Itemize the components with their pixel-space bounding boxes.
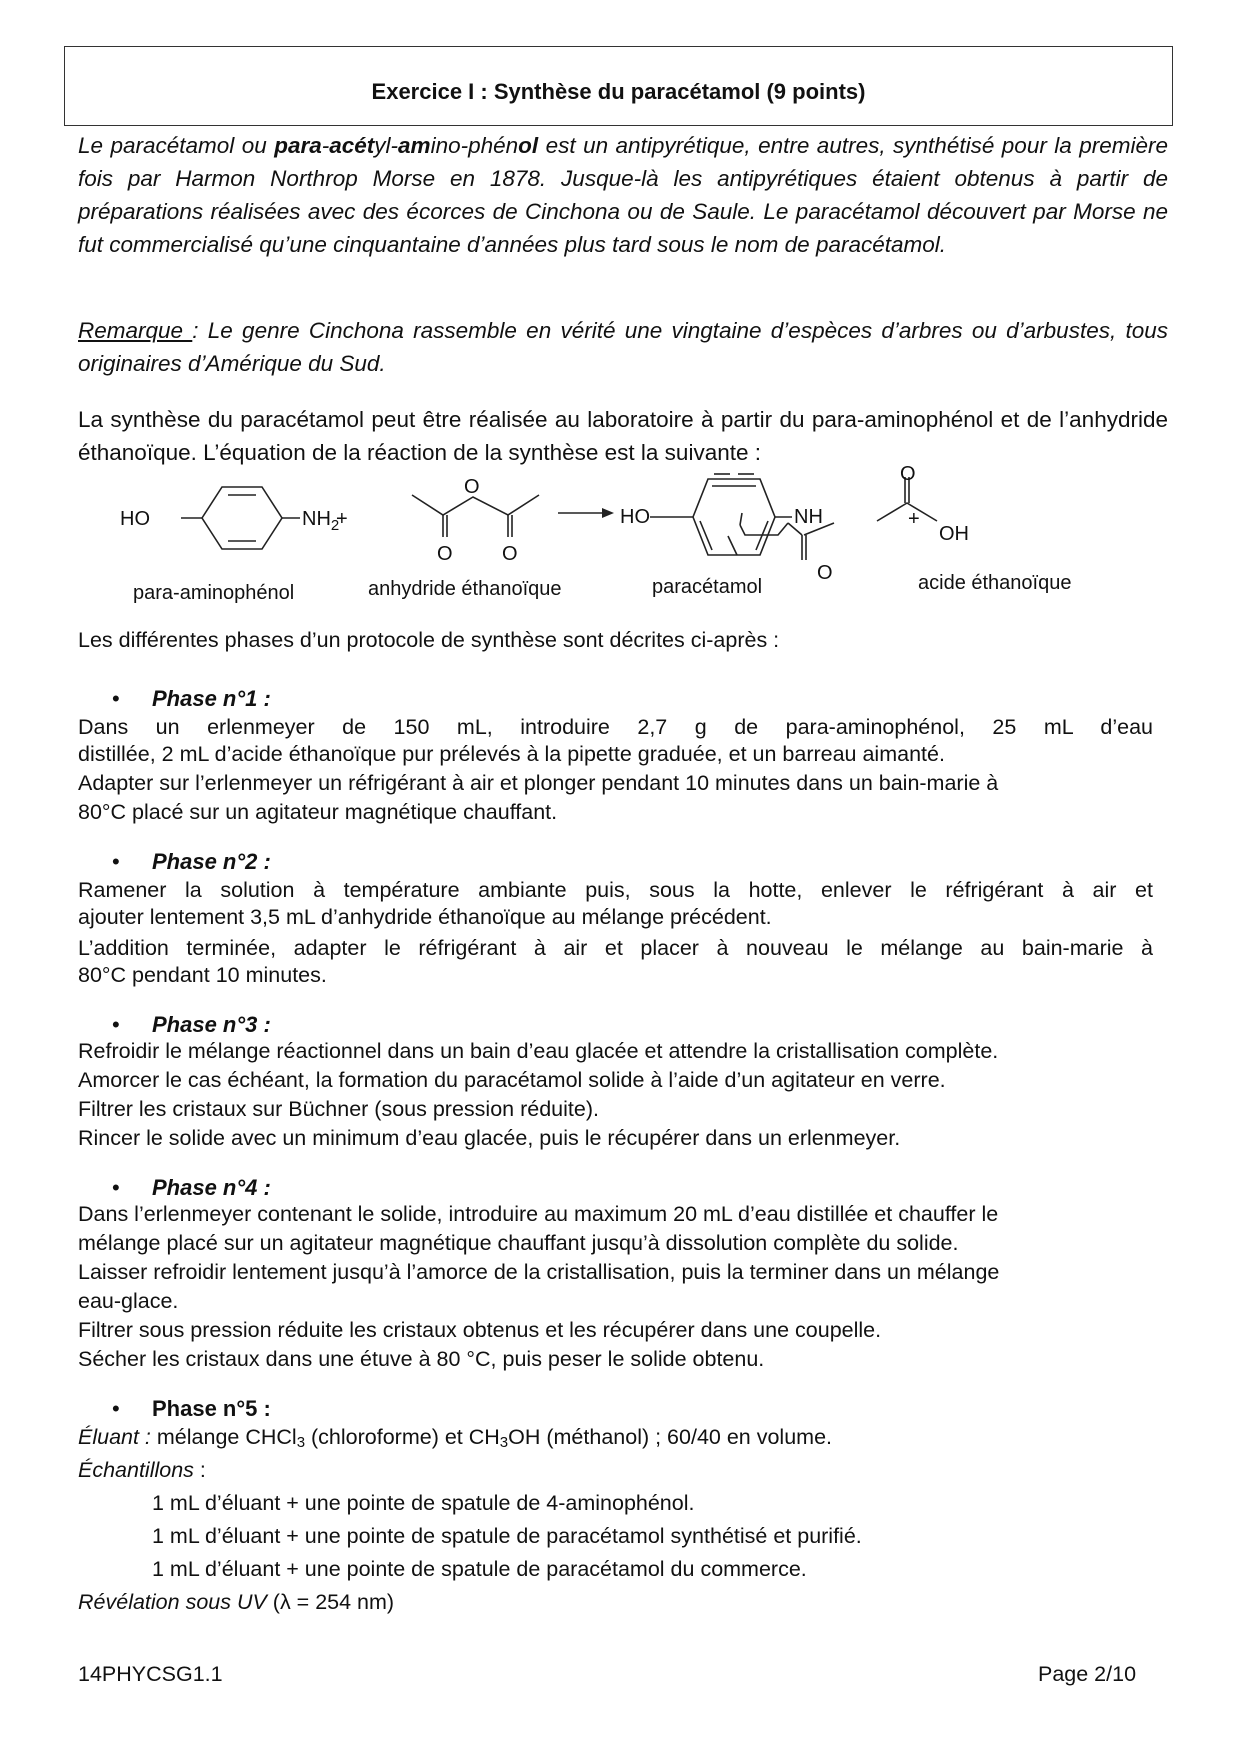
intro-text-4: ino-phén	[430, 133, 519, 158]
sample-1: 1 mL d’éluant + une pointe de spatule de 4-aminophénol.	[152, 1491, 695, 1515]
phase2-line1: Ramener la solution à température ambiante puis, sous la hotte, enlever le réfrigérant à air et	[78, 878, 1153, 902]
label-oh: OH	[939, 523, 969, 545]
remark-text: : Le genre Cinchona rassemble en vérité une vingtaine d’espèces d’arbres ou d’arbustes, tous originaires d’Amérique du Sud.	[78, 318, 1168, 376]
phase1-line3: Adapter sur l’erlenmeyer un réfrigérant à air et plonger pendant 10 minutes dans un bain-marie à	[78, 771, 999, 795]
phase3-title: Phase n°3 :	[152, 1012, 271, 1037]
phase5-title: Phase n°5 :	[152, 1396, 271, 1421]
eluant-text-c: OH (méthanol) ; 60/40 en volume.	[508, 1425, 832, 1449]
footer-code: 14PHYCSG1.1	[78, 1662, 223, 1686]
phase3-heading	[112, 1012, 271, 1038]
bullet-icon: •	[112, 1012, 120, 1037]
anhydride-skeleton	[412, 495, 539, 515]
intro-bold-para: para	[274, 133, 322, 158]
intro-bold-ol: ol	[518, 133, 539, 158]
phase3-line1: Refroidir le mélange réactionnel dans un bain d’eau glacée et attendre la cristallisation complète.	[78, 1039, 999, 1063]
label-nh: NH	[794, 506, 823, 528]
phase2-line4: 80°C pendant 10 minutes.	[78, 963, 327, 987]
synthesis-intro: La synthèse du paracétamol peut être réalisée au laboratoire à partir du para-aminophénol et de l’anhydride éthanoïque. L’équation de la réaction de la synthèse est la suivante :	[78, 407, 1168, 465]
intro-bold-am: am	[398, 133, 431, 158]
intro-text-5: est un antipyrétique, entre autres, synthétisé pour la première fois par Harmon Northrop Morse en 1878. Jusque-là les antipyrétiques étaient obtenus à partir de préparations réalisées avec des écorces de Cinchona ou de Saule. Le paracétamol découvert par Morse ne fut commercialisé qu’une cinquantaine d’années plus tard sous le nom de paracétamol.	[78, 133, 1169, 257]
phase4-line6: Sécher les cristaux dans une étuve à 80 °C, puis peser le solide obtenu.	[78, 1347, 765, 1371]
phase2-title: Phase n°2 :	[152, 849, 271, 874]
sample-3: 1 mL d’éluant + une pointe de spatule de paracétamol du commerce.	[152, 1557, 807, 1581]
phase4-line2: mélange placé sur un agitateur magnétique chauffant jusqu’à dissolution complète du solide.	[78, 1231, 959, 1255]
intro-text-2: -	[321, 133, 330, 158]
label-o-bridge: O	[464, 476, 480, 498]
bullet-icon: •	[112, 849, 120, 874]
samples-label: Échantillons	[78, 1458, 194, 1482]
bullet-icon: •	[112, 686, 120, 711]
eluant-label: Éluant :	[78, 1425, 151, 1449]
intro-text-3: yl-	[374, 133, 399, 158]
phase1-title: Phase n°1 :	[152, 686, 271, 711]
label-o-acid: O	[900, 465, 916, 485]
bullet-icon: •	[112, 1175, 120, 1200]
phase1-line2: distillée, 2 mL d’acide éthanoïque pur prélevés à la pipette graduée, et un barreau aimanté.	[78, 742, 945, 766]
label-anhydride: anhydride éthanoïque	[368, 578, 562, 600]
paracetamol-ring	[693, 479, 775, 555]
phase4-line4: eau-glace.	[78, 1289, 179, 1313]
phase4-heading	[112, 1175, 271, 1201]
label-o-left: O	[437, 543, 453, 565]
bullet-icon: •	[112, 1396, 120, 1421]
phase3-line2: Amorcer le cas échéant, la formation du paracétamol solide à l’aide d’un agitateur en verre.	[78, 1068, 946, 1092]
label-o-amide: O	[817, 562, 833, 584]
phase4-line5: Filtrer sous pression réduite les cristaux obtenus et les récupérer dans une coupelle.	[78, 1318, 882, 1342]
phase5-heading	[112, 1396, 271, 1422]
phase3-line4: Rincer le solide avec un minimum d’eau glacée, puis le récupérer dans un erlenmeyer.	[78, 1126, 901, 1150]
phases-intro: Les différentes phases d’un protocole de synthèse sont décrites ci-après :	[78, 628, 780, 652]
phase1-line1: Dans un erlenmeyer de 150 mL, introduire 2,7 g de para-aminophénol, 25 mL d’eau	[78, 715, 1153, 739]
phase1-heading	[112, 686, 271, 712]
label-ho-2: HO	[620, 506, 650, 528]
label-ho-1: HO	[120, 508, 150, 530]
phase1-line4: 80°C placé sur un agitateur magnétique chauffant.	[78, 800, 558, 824]
footer-page: Page 2/10	[1038, 1662, 1137, 1686]
label-paracetamol: paracétamol	[652, 576, 763, 598]
phase3-line3: Filtrer les cristaux sur Büchner (sous pression réduite).	[78, 1097, 599, 1121]
plus-1: +	[336, 508, 348, 530]
intro-text-1: Le paracétamol ou	[78, 133, 275, 158]
label-acide-ethanoique: acide éthanoïque	[918, 572, 1072, 594]
label-nh2: $NH_2$	[302, 508, 340, 534]
phase2-line3: L’addition terminée, adapter le réfrigérant à air et placer à nouveau le mélange au bain-marie à	[78, 936, 1153, 960]
intro-paragraph	[78, 129, 1168, 261]
phase2-heading	[112, 849, 271, 875]
phase2-line2: ajouter lentement 3,5 mL d’anhydride éthanoïque au mélange précédent.	[78, 905, 772, 929]
sample-2: 1 mL d’éluant + une pointe de spatule de paracétamol synthétisé et purifié.	[152, 1524, 862, 1548]
eluant-sub-2: 3	[499, 1434, 509, 1451]
acid-skeleton	[877, 503, 937, 521]
title-box	[64, 46, 1173, 126]
label-para-aminophenol: para-aminophénol	[133, 582, 295, 604]
remark-paragraph	[78, 314, 1168, 380]
eluant-sub-1: 3	[296, 1434, 306, 1451]
phase4-title: Phase n°4 :	[152, 1175, 271, 1200]
samples-colon: :	[193, 1458, 206, 1482]
plus-2: +	[908, 508, 920, 530]
label-o-right: O	[502, 543, 518, 565]
intro-bold-acet: acét	[329, 133, 375, 158]
uv-value: (λ = 254 nm)	[266, 1590, 395, 1614]
phase5-eluant	[78, 1425, 832, 1451]
phase4-line1: Dans l’erlenmeyer contenant le solide, introduire au maximum 20 mL d’eau distillée et chauffer le	[78, 1202, 999, 1226]
eluant-text-b: (chloroforme) et CH	[305, 1425, 500, 1449]
phase5-samples	[78, 1458, 206, 1483]
uv-label: Révélation sous UV	[78, 1590, 267, 1614]
eluant-text-a: mélange CHCl	[150, 1425, 297, 1449]
exercise-title: Exercice I : Synthèse du paracétamol (9 points)	[371, 79, 866, 104]
phase4-line3: Laisser refroidir lentement jusqu’à l’amorce de la cristallisation, puis la terminer dans un mélange	[78, 1260, 1000, 1284]
phase5-uv	[78, 1590, 394, 1615]
aminophenol-ring	[202, 487, 282, 549]
remark-label: Remarque	[78, 318, 193, 343]
